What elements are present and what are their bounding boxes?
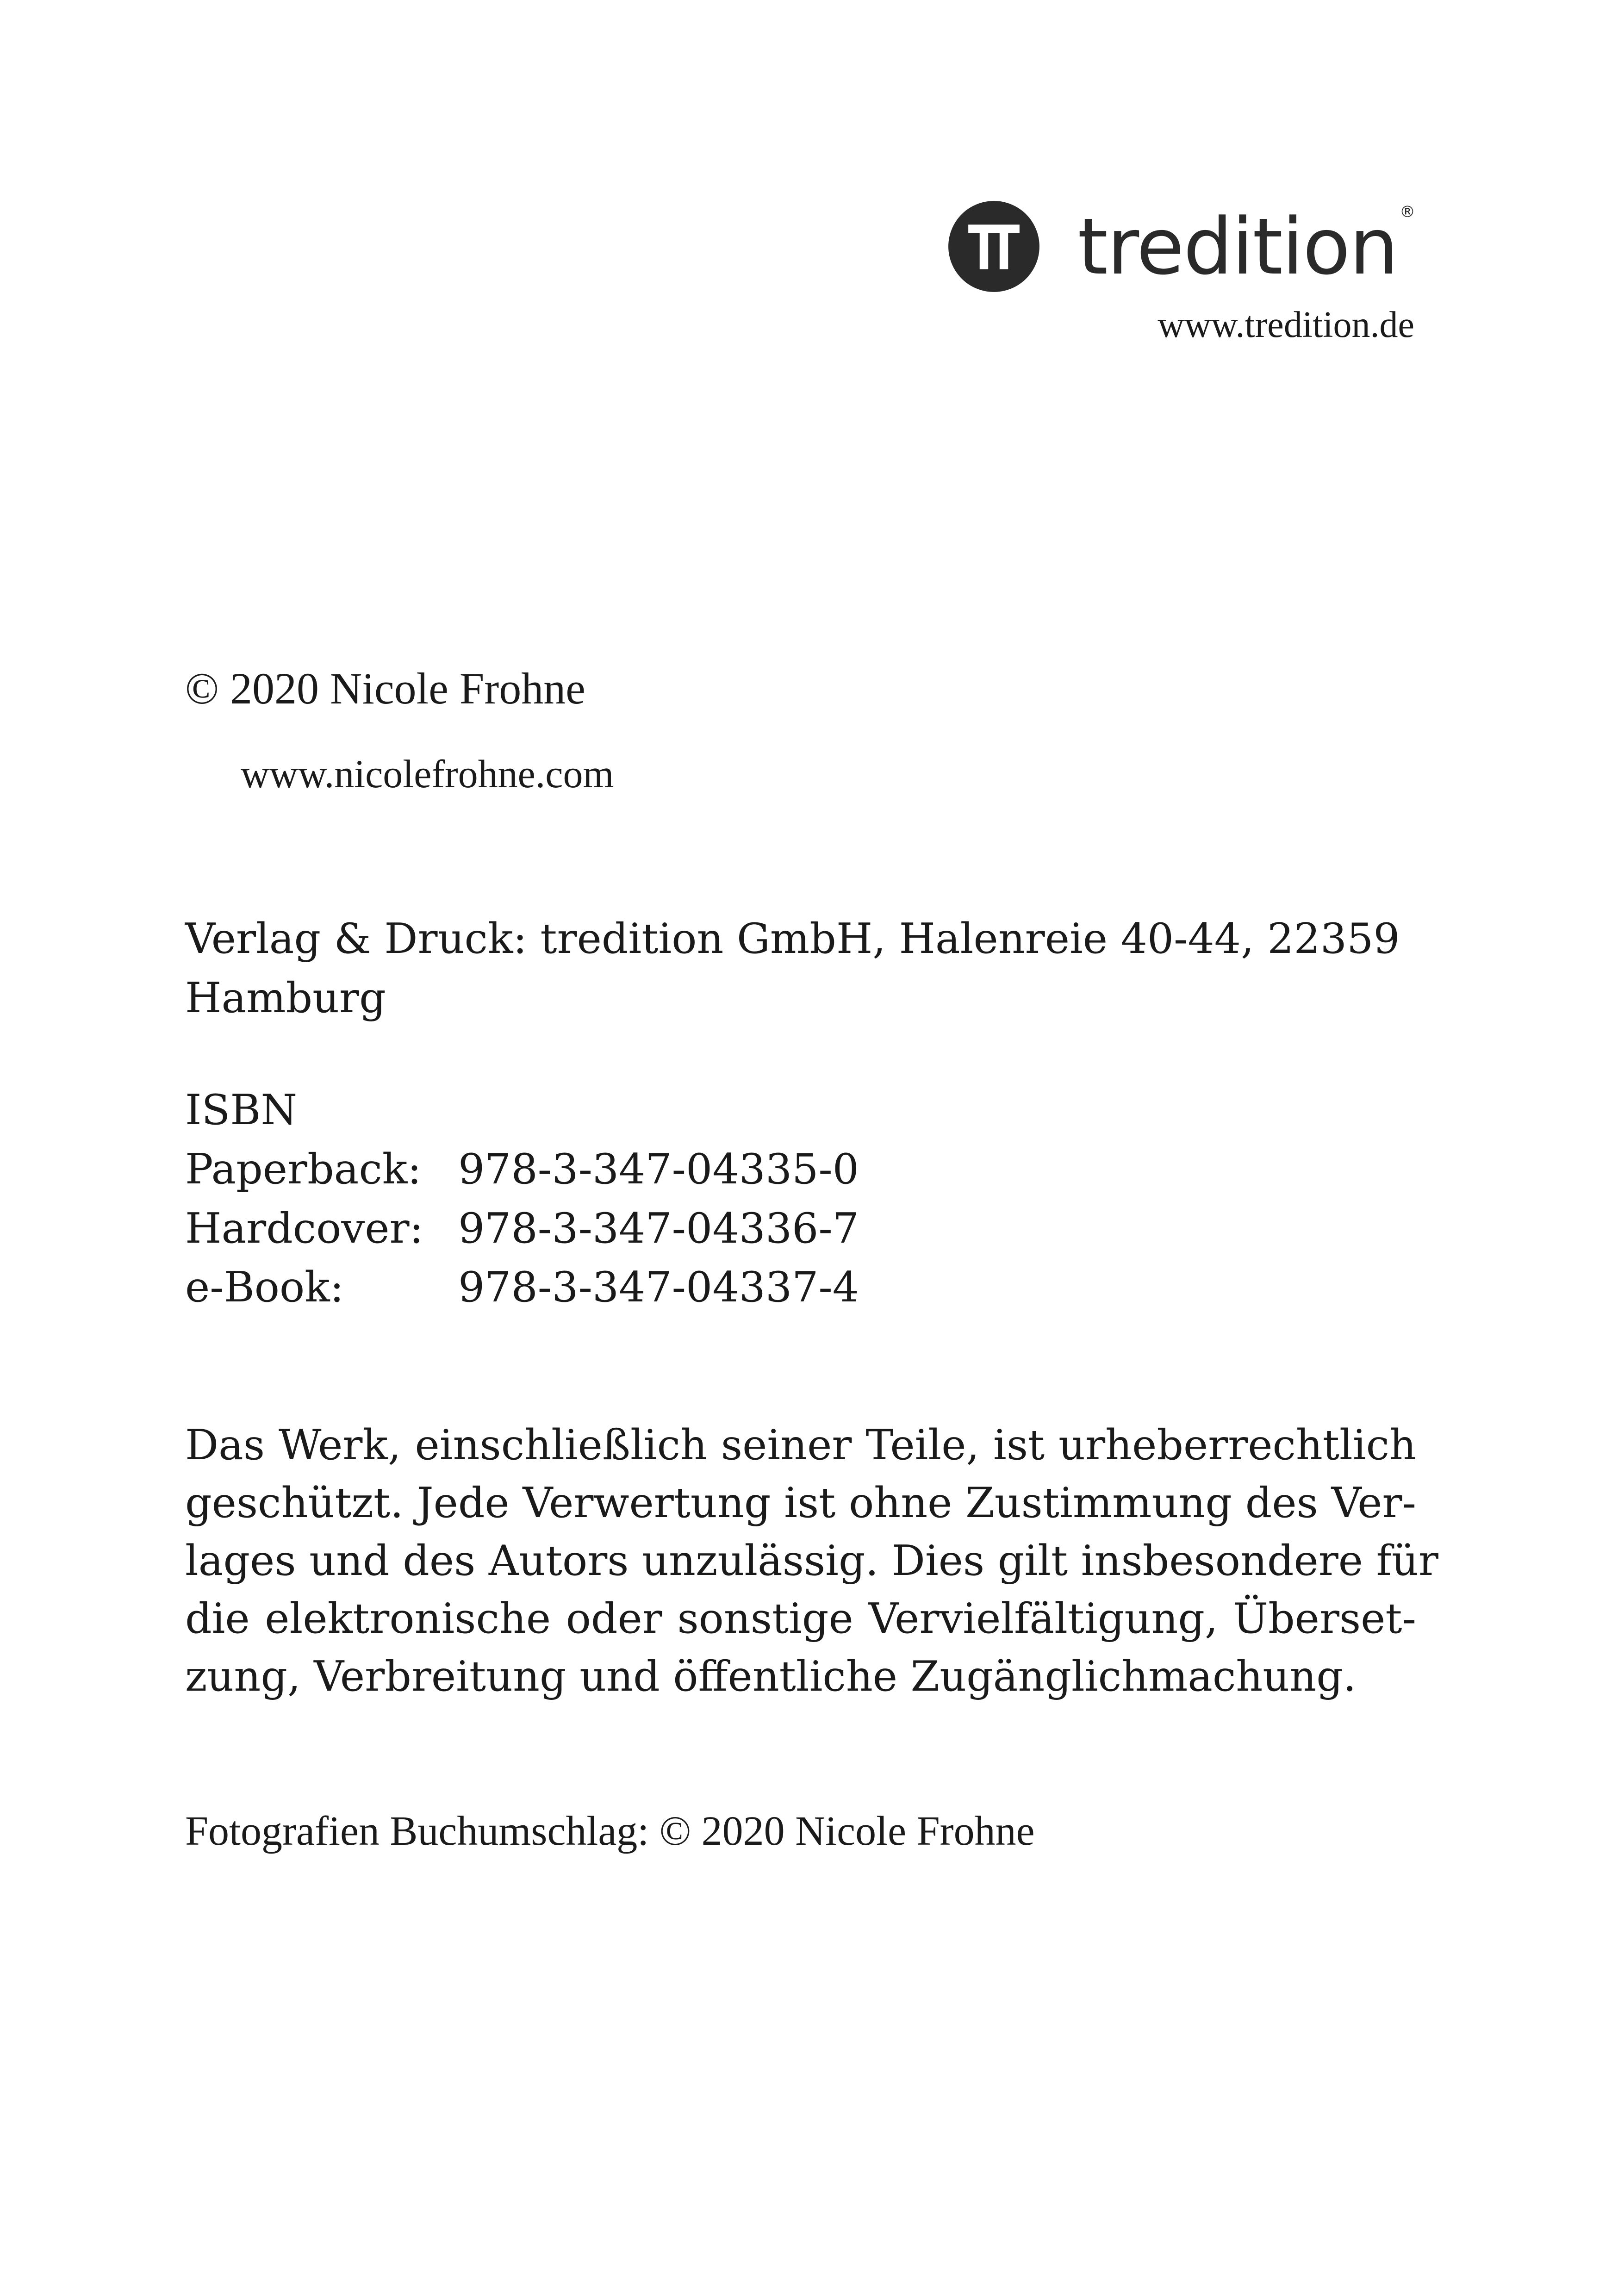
isbn-row-ebook xyxy=(185,1258,1416,1317)
legal-line: lages und des Autors unzulässig. Dies gilt insbesondere für xyxy=(185,1537,1438,1586)
isbn-type: e-Book: xyxy=(185,1263,344,1312)
registered-mark: ® xyxy=(1400,202,1414,221)
legal-notice xyxy=(185,1416,1438,1705)
isbn-number: 978-3-347-04337-4 xyxy=(458,1263,859,1312)
logo-row xyxy=(946,199,1414,294)
legal-line: geschützt. Jede Verwertung ist ohne Zustimmung des Ver- xyxy=(185,1479,1416,1528)
isbn-heading: ISBN xyxy=(185,1086,298,1134)
isbn-row-paperback xyxy=(185,1140,1416,1199)
author-url[interactable]: www.nicolefrohne.com xyxy=(241,752,614,796)
isbn-number: 978-3-347-04335-0 xyxy=(458,1145,859,1194)
logo-wordmark: tredition ® xyxy=(1077,201,1414,292)
isbn-block xyxy=(185,1081,1416,1317)
photo-credit: Fotografien Buchumschlag: © 2020 Nicole Frohne xyxy=(185,1808,1035,1854)
tredition-logo-icon xyxy=(946,199,1041,294)
publisher-logo xyxy=(946,199,1414,346)
isbn-row-hardcover xyxy=(185,1199,1416,1258)
copyright-line: © 2020 Nicole Frohne xyxy=(185,664,585,713)
isbn-type: Paperback: xyxy=(185,1145,422,1194)
isbn-number: 978-3-347-04336-7 xyxy=(458,1204,859,1253)
legal-line: Das Werk, einschließlich seiner Teile, ist urheberrechtlich xyxy=(185,1421,1416,1469)
publisher-url[interactable]: www.tredition.de xyxy=(1157,305,1414,345)
legal-line: die elektronische oder sonstige Vervielfältigung, Überset- xyxy=(185,1594,1416,1643)
publisher-address-line-1: Verlag & Druck: tredition GmbH, Halenreie 40-44, 22359 xyxy=(185,915,1400,963)
isbn-type: Hardcover: xyxy=(185,1204,423,1253)
publisher-address xyxy=(185,909,1416,1028)
legal-line: zung, Verbreitung und öffentliche Zugänglichmachung. xyxy=(185,1652,1357,1701)
publisher-address-line-2: Hamburg xyxy=(185,973,386,1022)
